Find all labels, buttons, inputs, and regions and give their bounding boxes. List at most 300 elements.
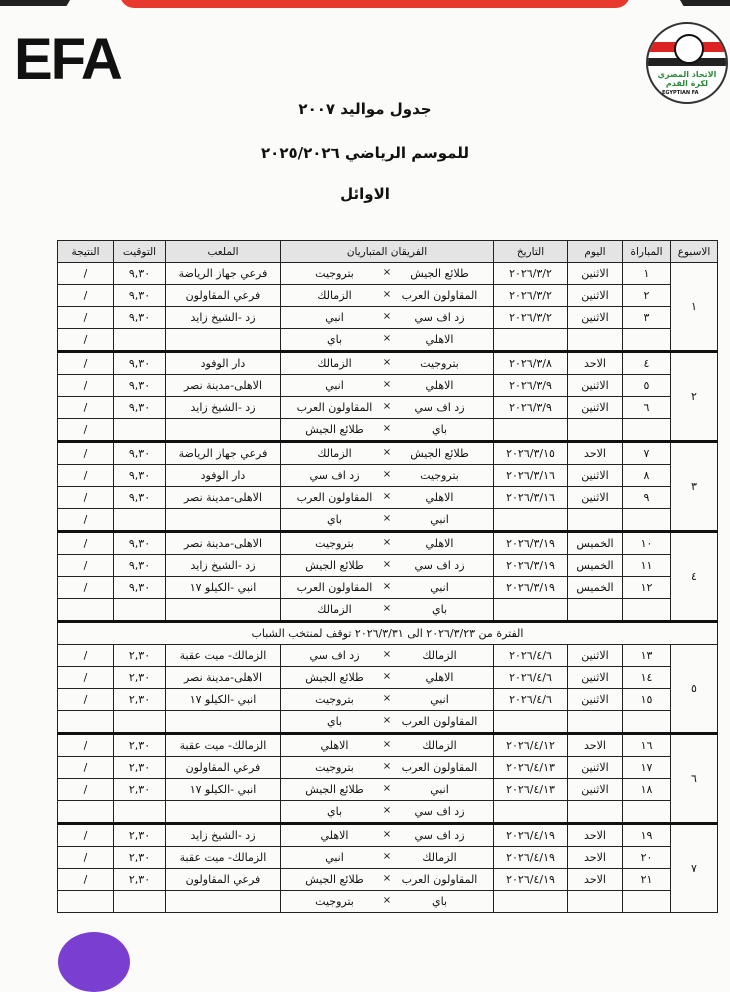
table-row xyxy=(58,285,718,307)
result: / xyxy=(58,577,114,599)
vs-separator: × xyxy=(382,491,392,502)
week-number: ٥ xyxy=(671,645,718,734)
season-title: للموسم الرياضي ٢٠٢٥/٢٠٢٦ xyxy=(261,144,469,162)
match-number xyxy=(623,891,671,913)
table-row xyxy=(58,577,718,599)
match-day: الاثنين xyxy=(568,263,623,285)
break-note: الفترة من ٢٠٢٦/٣/٢٣ الى ٢٠٢٦/٣/٣١ توقف لمنتخب الشباب xyxy=(58,622,718,645)
table-row xyxy=(58,891,718,913)
kickoff-time xyxy=(114,329,166,352)
vs-separator: × xyxy=(382,581,392,592)
table-row xyxy=(58,532,718,555)
match-number: ٢٠ xyxy=(623,847,671,869)
match-day: الاحد xyxy=(568,824,623,847)
stadium: زد -الشيخ زايد xyxy=(166,397,281,419)
away-team: باي xyxy=(326,805,343,818)
result: / xyxy=(58,285,114,307)
kickoff-time: ٩,٣٠ xyxy=(114,285,166,307)
match-teams xyxy=(281,779,494,801)
match-number: ١٠ xyxy=(623,532,671,555)
kickoff-time: ٩,٣٠ xyxy=(114,465,166,487)
match-teams xyxy=(281,689,494,711)
match-number: ٨ xyxy=(623,465,671,487)
match-day: الاثنين xyxy=(568,487,623,509)
home-team: المقاولون العرب xyxy=(401,715,478,728)
match-teams xyxy=(281,285,494,307)
home-team: انبي xyxy=(430,581,449,594)
column-header: المباراة xyxy=(623,241,671,263)
vs-separator: × xyxy=(382,469,392,480)
away-team: المقاولون العرب xyxy=(296,581,373,594)
away-team: المقاولون العرب xyxy=(296,401,373,414)
home-team: الاهلي xyxy=(425,537,454,550)
stadium: زد -الشيخ زايد xyxy=(166,555,281,577)
stadium xyxy=(166,711,281,734)
home-team: زد اف سي xyxy=(414,401,465,414)
column-header: الفريقان المتباريان xyxy=(281,241,494,263)
match-date xyxy=(494,599,568,622)
match-date: ٢٠٢٦/٣/١٥ xyxy=(494,442,568,465)
result xyxy=(58,891,114,913)
match-teams xyxy=(281,711,494,734)
match-number xyxy=(623,599,671,622)
away-team: باي xyxy=(326,715,343,728)
vs-separator: × xyxy=(382,739,392,750)
kickoff-time: ٩,٣٠ xyxy=(114,555,166,577)
match-day: الاحد xyxy=(568,352,623,375)
stadium: الاهلى-مدينة نصر xyxy=(166,532,281,555)
doc-title: جدول مواليد ٢٠٠٧ xyxy=(298,100,432,118)
away-team: زد اف سي xyxy=(309,469,360,482)
vs-separator: × xyxy=(382,267,392,278)
match-date: ٢٠٢٦/٤/١٢ xyxy=(494,734,568,757)
result: / xyxy=(58,352,114,375)
match-date: ٢٠٢٦/٤/١٣ xyxy=(494,779,568,801)
vs-separator: × xyxy=(382,783,392,794)
home-team: الزمالك xyxy=(422,649,457,662)
result: / xyxy=(58,487,114,509)
result: / xyxy=(58,824,114,847)
home-team: زد اف سي xyxy=(414,829,465,842)
match-number: ٦ xyxy=(623,397,671,419)
match-date: ٢٠٢٦/٣/٩ xyxy=(494,397,568,419)
table-row xyxy=(58,329,718,352)
corner-decoration xyxy=(0,0,73,6)
stadium: الزمالك- ميت عقبة xyxy=(166,847,281,869)
match-day: الاحد xyxy=(568,442,623,465)
kickoff-time: ٢,٣٠ xyxy=(114,689,166,711)
match-day xyxy=(568,599,623,622)
kickoff-time: ٩,٣٠ xyxy=(114,263,166,285)
home-team: بتروجيت xyxy=(420,469,459,482)
home-team: الاهلي xyxy=(425,671,454,684)
top-banner-bar xyxy=(120,0,630,8)
match-teams xyxy=(281,465,494,487)
match-teams xyxy=(281,509,494,532)
match-number: ١٩ xyxy=(623,824,671,847)
vs-separator: × xyxy=(382,357,392,368)
match-teams xyxy=(281,757,494,779)
away-team: الزمالك xyxy=(317,603,352,616)
away-team: بتروجيت xyxy=(315,537,354,550)
home-team: باي xyxy=(431,603,448,616)
stadium: انبي -الكيلو ١٧ xyxy=(166,689,281,711)
home-team: انبي xyxy=(430,693,449,706)
stadium: فرعي المقاولون xyxy=(166,869,281,891)
column-header: التاريخ xyxy=(494,241,568,263)
match-number: ١١ xyxy=(623,555,671,577)
table-row xyxy=(58,555,718,577)
match-teams xyxy=(281,419,494,442)
match-number: ١٣ xyxy=(623,645,671,667)
table-row xyxy=(58,734,718,757)
result: / xyxy=(58,734,114,757)
stadium: الاهلى-مدينة نصر xyxy=(166,667,281,689)
match-date: ٢٠٢٦/٣/١٦ xyxy=(494,465,568,487)
kickoff-time: ٩,٣٠ xyxy=(114,375,166,397)
stadium xyxy=(166,419,281,442)
away-team: انبي xyxy=(325,379,344,392)
match-date: ٢٠٢٦/٣/١٩ xyxy=(494,532,568,555)
vs-separator: × xyxy=(382,513,392,524)
home-team: الاهلي xyxy=(425,379,454,392)
match-date xyxy=(494,801,568,824)
match-teams xyxy=(281,442,494,465)
match-day: الخميس xyxy=(568,555,623,577)
result: / xyxy=(58,263,114,285)
home-team: طلائع الجيش xyxy=(410,447,469,460)
match-date xyxy=(494,329,568,352)
kickoff-time: ٩,٣٠ xyxy=(114,577,166,599)
vs-separator: × xyxy=(382,379,392,390)
match-date: ٢٠٢٦/٣/١٩ xyxy=(494,555,568,577)
egyptian-fa-logo: الاتحاد المصري لكرة القدم EGYPTIAN FA xyxy=(646,22,728,104)
match-number: ١٤ xyxy=(623,667,671,689)
kickoff-time: ٩,٣٠ xyxy=(114,352,166,375)
kickoff-time xyxy=(114,509,166,532)
match-teams xyxy=(281,307,494,329)
match-date xyxy=(494,509,568,532)
away-team: بتروجيت xyxy=(315,267,354,280)
away-team: الاهلي xyxy=(320,829,349,842)
match-date: ٢٠٢٦/٣/١٦ xyxy=(494,487,568,509)
match-date: ٢٠٢٦/٣/٨ xyxy=(494,352,568,375)
table-row xyxy=(58,352,718,375)
match-day: الاثنين xyxy=(568,689,623,711)
table-row xyxy=(58,757,718,779)
corner-decoration xyxy=(677,0,730,6)
away-team: زد اف سي xyxy=(309,649,360,662)
table-row xyxy=(58,397,718,419)
match-teams xyxy=(281,645,494,667)
vs-separator: × xyxy=(382,401,392,412)
match-number: ٣ xyxy=(623,307,671,329)
home-team: الزمالك xyxy=(422,851,457,864)
column-header: التوقيت xyxy=(114,241,166,263)
purple-circle-decoration xyxy=(58,932,130,992)
away-team: بتروجيت xyxy=(315,761,354,774)
stadium xyxy=(166,329,281,352)
vs-separator: × xyxy=(382,805,392,816)
table-row xyxy=(58,847,718,869)
home-team: الزمالك xyxy=(422,739,457,752)
match-teams xyxy=(281,869,494,891)
kickoff-time: ٢,٣٠ xyxy=(114,667,166,689)
match-day: الاثنين xyxy=(568,757,623,779)
match-number: ١٥ xyxy=(623,689,671,711)
stadium xyxy=(166,891,281,913)
vs-separator: × xyxy=(382,693,392,704)
match-teams xyxy=(281,555,494,577)
stadium: انبي -الكيلو ١٧ xyxy=(166,577,281,599)
match-teams xyxy=(281,801,494,824)
kickoff-time: ٩,٣٠ xyxy=(114,397,166,419)
home-team: زد اف سي xyxy=(414,805,465,818)
vs-separator: × xyxy=(382,559,392,570)
stadium: الزمالك- ميت عقبة xyxy=(166,645,281,667)
match-day: الاثنين xyxy=(568,375,623,397)
column-header: الملعب xyxy=(166,241,281,263)
match-date: ٢٠٢٦/٣/٢ xyxy=(494,285,568,307)
home-team: طلائع الجيش xyxy=(410,267,469,280)
match-teams xyxy=(281,734,494,757)
match-day: الخميس xyxy=(568,577,623,599)
vs-separator: × xyxy=(382,447,392,458)
result: / xyxy=(58,509,114,532)
match-day: الاحد xyxy=(568,734,623,757)
week-number: ٢ xyxy=(671,352,718,442)
stadium: دار الوفود xyxy=(166,352,281,375)
match-date xyxy=(494,419,568,442)
table-row xyxy=(58,667,718,689)
match-number xyxy=(623,711,671,734)
match-day: الاثنين xyxy=(568,645,623,667)
match-teams xyxy=(281,891,494,913)
table-row xyxy=(58,869,718,891)
match-number: ١٨ xyxy=(623,779,671,801)
table-row xyxy=(58,801,718,824)
match-teams xyxy=(281,599,494,622)
match-teams xyxy=(281,532,494,555)
match-date: ٢٠٢٦/٤/١٩ xyxy=(494,824,568,847)
away-team: الزمالك xyxy=(317,447,352,460)
match-day: الاحد xyxy=(568,847,623,869)
vs-separator: × xyxy=(382,311,392,322)
away-team: طلائع الجيش xyxy=(305,671,364,684)
stadium: انبي -الكيلو ١٧ xyxy=(166,779,281,801)
stadium: زد -الشيخ زايد xyxy=(166,307,281,329)
table-row xyxy=(58,824,718,847)
stadium: الاهلى-مدينة نصر xyxy=(166,375,281,397)
match-number: ١٦ xyxy=(623,734,671,757)
match-teams xyxy=(281,329,494,352)
away-team: باي xyxy=(326,333,343,346)
home-team: زد اف سي xyxy=(414,559,465,572)
stadium xyxy=(166,599,281,622)
away-team: الاهلي xyxy=(320,739,349,752)
football-icon xyxy=(674,34,704,64)
match-number: ١ xyxy=(623,263,671,285)
stadium xyxy=(166,509,281,532)
away-team: المقاولون العرب xyxy=(296,491,373,504)
kickoff-time: ٢,٣٠ xyxy=(114,847,166,869)
table-row xyxy=(58,689,718,711)
match-day xyxy=(568,801,623,824)
stadium: الزمالك- ميت عقبة xyxy=(166,734,281,757)
match-teams xyxy=(281,375,494,397)
kickoff-time: ٢,٣٠ xyxy=(114,779,166,801)
match-date xyxy=(494,891,568,913)
kickoff-time xyxy=(114,419,166,442)
vs-separator: × xyxy=(382,537,392,548)
home-team: المقاولون العرب xyxy=(401,761,478,774)
match-day xyxy=(568,329,623,352)
vs-separator: × xyxy=(382,603,392,614)
match-number xyxy=(623,329,671,352)
away-team: طلائع الجيش xyxy=(305,783,364,796)
result: / xyxy=(58,847,114,869)
result: / xyxy=(58,869,114,891)
match-day xyxy=(568,509,623,532)
kickoff-time xyxy=(114,599,166,622)
kickoff-time: ٢,٣٠ xyxy=(114,869,166,891)
kickoff-time xyxy=(114,891,166,913)
match-day: الاثنين xyxy=(568,779,623,801)
kickoff-time: ٩,٣٠ xyxy=(114,532,166,555)
away-team: بتروجيت xyxy=(315,895,354,908)
table-row xyxy=(58,779,718,801)
match-date: ٢٠٢٦/٤/٦ xyxy=(494,689,568,711)
vs-separator: × xyxy=(382,761,392,772)
kickoff-time: ٢,٣٠ xyxy=(114,734,166,757)
result: / xyxy=(58,375,114,397)
table-row xyxy=(58,465,718,487)
kickoff-time: ٢,٣٠ xyxy=(114,757,166,779)
kickoff-time: ٩,٣٠ xyxy=(114,307,166,329)
vs-separator: × xyxy=(382,423,392,434)
away-team: طلائع الجيش xyxy=(305,873,364,886)
table-row xyxy=(58,599,718,622)
away-team: بتروجيت xyxy=(315,693,354,706)
home-team: المقاولون العرب xyxy=(401,873,478,886)
match-number: ٧ xyxy=(623,442,671,465)
match-date: ٢٠٢٦/٤/١٣ xyxy=(494,757,568,779)
kickoff-time: ٢,٣٠ xyxy=(114,645,166,667)
stadium: الاهلى-مدينة نصر xyxy=(166,487,281,509)
vs-separator: × xyxy=(382,851,392,862)
result: / xyxy=(58,757,114,779)
match-number xyxy=(623,509,671,532)
stadium: زد -الشيخ زايد xyxy=(166,824,281,847)
match-number: ٥ xyxy=(623,375,671,397)
vs-separator: × xyxy=(382,873,392,884)
match-number: ٤ xyxy=(623,352,671,375)
away-team: انبي xyxy=(325,851,344,864)
away-team: الزمالك xyxy=(317,289,352,302)
match-teams xyxy=(281,824,494,847)
kickoff-time xyxy=(114,801,166,824)
column-header: اليوم xyxy=(568,241,623,263)
match-date: ٢٠٢٦/٣/٩ xyxy=(494,375,568,397)
match-number: ٢١ xyxy=(623,869,671,891)
match-teams xyxy=(281,397,494,419)
home-team: باي xyxy=(431,423,448,436)
stadium xyxy=(166,801,281,824)
vs-separator: × xyxy=(382,895,392,906)
match-teams xyxy=(281,487,494,509)
result: / xyxy=(58,689,114,711)
table-row xyxy=(58,307,718,329)
result: / xyxy=(58,442,114,465)
table-row xyxy=(58,645,718,667)
match-date xyxy=(494,711,568,734)
match-date: ٢٠٢٦/٤/٦ xyxy=(494,667,568,689)
away-team: الزمالك xyxy=(317,357,352,370)
week-number: ٧ xyxy=(671,824,718,913)
table-row xyxy=(58,711,718,734)
home-team: زد اف سي xyxy=(414,311,465,324)
stadium: دار الوفود xyxy=(166,465,281,487)
kickoff-time: ٢,٣٠ xyxy=(114,824,166,847)
match-day: الاثنين xyxy=(568,285,623,307)
result: / xyxy=(58,779,114,801)
match-number xyxy=(623,801,671,824)
result: / xyxy=(58,555,114,577)
vs-separator: × xyxy=(382,715,392,726)
week-number: ١ xyxy=(671,263,718,352)
vs-separator: × xyxy=(382,289,392,300)
home-team: المقاولون العرب xyxy=(401,289,478,302)
match-date: ٢٠٢٦/٣/١٩ xyxy=(494,577,568,599)
match-number: ٢ xyxy=(623,285,671,307)
stadium: فرعي المقاولون xyxy=(166,757,281,779)
home-team: باي xyxy=(431,895,448,908)
table-header xyxy=(58,241,718,263)
vs-separator: × xyxy=(382,333,392,344)
table-row xyxy=(58,419,718,442)
week-number: ٦ xyxy=(671,734,718,824)
match-number: ٩ xyxy=(623,487,671,509)
result xyxy=(58,801,114,824)
kickoff-time xyxy=(114,711,166,734)
match-teams xyxy=(281,352,494,375)
match-day xyxy=(568,891,623,913)
result: / xyxy=(58,532,114,555)
home-team: بتروجيت xyxy=(420,357,459,370)
match-date: ٢٠٢٦/٤/٦ xyxy=(494,645,568,667)
result: / xyxy=(58,329,114,352)
result xyxy=(58,599,114,622)
stadium: فرعي جهاز الرياضة xyxy=(166,442,281,465)
match-day: الاثنين xyxy=(568,465,623,487)
home-team: الاهلي xyxy=(425,333,454,346)
table-row xyxy=(58,487,718,509)
column-header: الاسبوع xyxy=(671,241,718,263)
match-day: الاحد xyxy=(568,869,623,891)
week-number: ٤ xyxy=(671,532,718,622)
match-day xyxy=(568,711,623,734)
away-team: طلائع الجيش xyxy=(305,423,364,436)
match-day xyxy=(568,419,623,442)
efa-wordmark: EFA xyxy=(14,27,121,92)
result: / xyxy=(58,397,114,419)
match-number: ١٢ xyxy=(623,577,671,599)
vs-separator: × xyxy=(382,649,392,660)
result xyxy=(58,711,114,734)
table-row xyxy=(58,375,718,397)
home-team: الاهلي xyxy=(425,491,454,504)
match-number: ١٧ xyxy=(623,757,671,779)
